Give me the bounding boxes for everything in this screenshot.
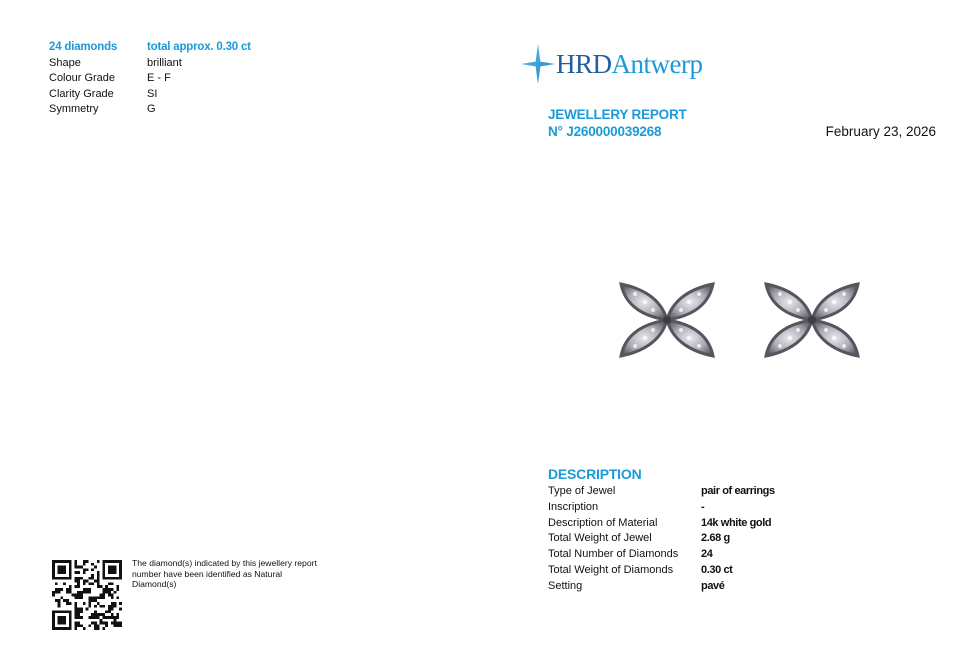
report-number: N° J260000039268 [548,124,662,139]
description-value: 14k white gold [701,516,772,529]
description-row [548,516,775,532]
diamond-count: 24 diamonds [49,41,118,53]
grading-value: brilliant [147,56,182,69]
grading-label: Shape [49,56,81,69]
grading-block [49,40,251,118]
earrings-photo [590,255,890,410]
logo-wordmark [556,49,703,80]
grading-value: E - F [147,72,171,84]
description-value: - [701,500,705,513]
grading-row-colour [49,71,251,87]
description-row [548,484,775,500]
description-label: Total Weight of Diamonds [548,563,674,576]
description-value: 0.30 ct [701,563,733,576]
grading-label: Colour Grade [49,72,116,84]
description-row [548,547,775,563]
description-value: pavé [701,579,725,592]
logo-antwerp-text: Antwerp [611,48,703,79]
description-block [548,466,775,595]
grading-value: G [147,103,156,115]
grading-value: SI [147,87,158,100]
qr-code-icon [52,560,122,630]
description-heading: DESCRIPTION [548,466,642,482]
hrd-antwerp-logo [521,44,703,84]
grading-row-symmetry [49,102,251,118]
logo-hrd-text: HRD [556,48,612,79]
description-label: Setting [548,579,583,592]
grading-header [49,40,251,56]
earrings-image [590,255,890,405]
description-value: pair of earrings [701,485,775,497]
description-value: 2.68 g [701,532,730,545]
description-row [548,531,775,547]
description-row [548,563,775,579]
qr-code[interactable] [52,560,122,635]
grading-label: Symmetry [49,103,99,115]
description-label: Inscription [548,500,599,513]
grading-row-clarity [49,87,251,103]
diamond-total-weight: total approx. 0.30 ct [147,41,251,53]
grading-label: Clarity Grade [49,87,114,100]
description-label: Total Weight of Jewel [548,532,652,545]
grading-row-shape [49,56,251,72]
report-title: JEWELLERY REPORT [548,107,687,122]
description-label: Description of Material [548,516,658,529]
report-header [548,106,687,140]
description-value: 24 [701,548,713,561]
star-sparkle-icon [521,44,555,84]
description-label: Total Number of Diamonds [548,548,679,561]
natural-diamond-note: The diamond(s) indicated by this jewellery report number have been identified as Natural Diamond(s) [132,558,317,589]
report-date: February 23, 2026 [825,124,936,139]
description-row [548,579,775,595]
description-label: Type of Jewel [548,485,616,497]
description-row [548,500,775,516]
